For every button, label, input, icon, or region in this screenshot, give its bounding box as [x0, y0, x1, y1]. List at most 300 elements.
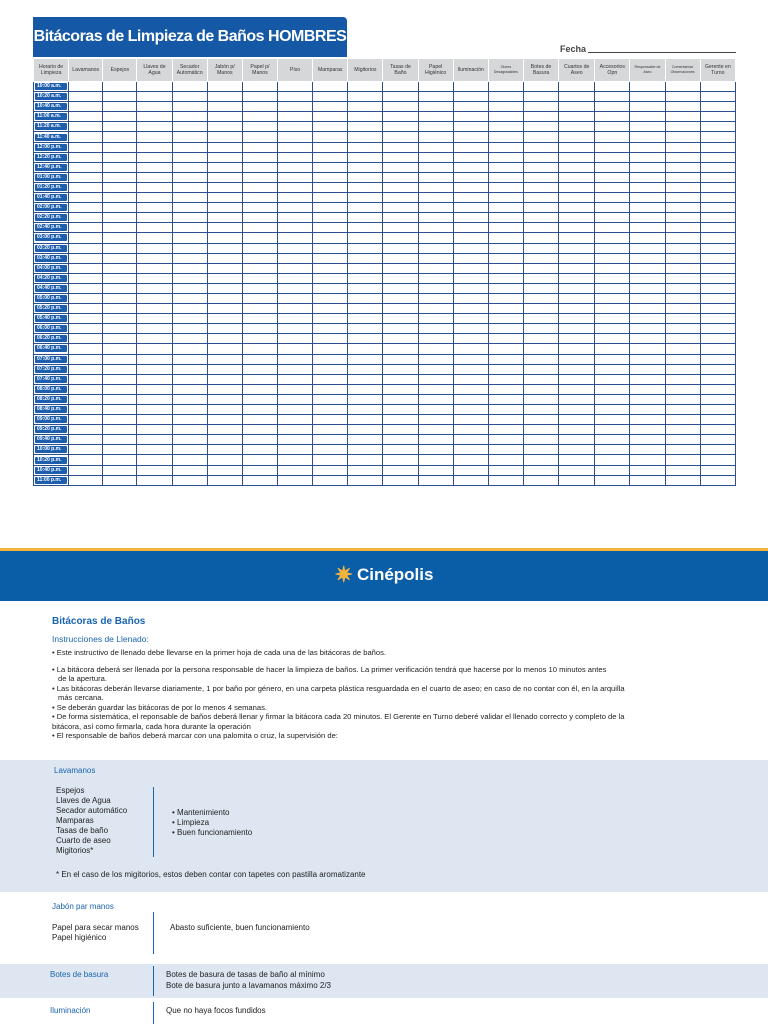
check-cell[interactable]: [313, 304, 348, 314]
check-cell[interactable]: [488, 253, 523, 263]
check-cell[interactable]: [348, 314, 383, 324]
check-cell[interactable]: [559, 344, 595, 354]
check-cell[interactable]: [348, 324, 383, 334]
check-cell[interactable]: [630, 465, 665, 475]
check-cell[interactable]: [630, 122, 665, 132]
check-cell[interactable]: [595, 374, 630, 384]
check-cell[interactable]: [418, 193, 453, 203]
check-cell[interactable]: [383, 223, 418, 233]
check-cell[interactable]: [700, 243, 735, 253]
check-cell[interactable]: [383, 213, 418, 223]
check-cell[interactable]: [488, 102, 523, 112]
check-cell[interactable]: [277, 102, 312, 112]
check-cell[interactable]: [418, 182, 453, 192]
check-cell[interactable]: [665, 223, 700, 233]
check-cell[interactable]: [69, 405, 103, 415]
check-cell[interactable]: [665, 193, 700, 203]
check-cell[interactable]: [207, 162, 242, 172]
check-cell[interactable]: [313, 324, 348, 334]
check-cell[interactable]: [277, 314, 312, 324]
check-cell[interactable]: [207, 354, 242, 364]
check-cell[interactable]: [559, 455, 595, 465]
check-cell[interactable]: [207, 394, 242, 404]
check-cell[interactable]: [137, 415, 172, 425]
check-cell[interactable]: [453, 142, 488, 152]
check-cell[interactable]: [488, 273, 523, 283]
check-cell[interactable]: [313, 314, 348, 324]
check-cell[interactable]: [242, 122, 277, 132]
check-cell[interactable]: [418, 132, 453, 142]
check-cell[interactable]: [418, 112, 453, 122]
check-cell[interactable]: [453, 172, 488, 182]
check-cell[interactable]: [665, 213, 700, 223]
check-cell[interactable]: [630, 112, 665, 122]
check-cell[interactable]: [172, 82, 207, 92]
check-cell[interactable]: [418, 364, 453, 374]
check-cell[interactable]: [418, 273, 453, 283]
check-cell[interactable]: [595, 405, 630, 415]
check-cell[interactable]: [523, 102, 558, 112]
check-cell[interactable]: [559, 112, 595, 122]
check-cell[interactable]: [69, 324, 103, 334]
check-cell[interactable]: [137, 344, 172, 354]
check-cell[interactable]: [348, 172, 383, 182]
check-cell[interactable]: [630, 364, 665, 374]
check-cell[interactable]: [383, 293, 418, 303]
check-cell[interactable]: [665, 92, 700, 102]
check-cell[interactable]: [348, 304, 383, 314]
check-cell[interactable]: [103, 445, 137, 455]
check-cell[interactable]: [559, 152, 595, 162]
check-cell[interactable]: [630, 283, 665, 293]
check-cell[interactable]: [595, 203, 630, 213]
check-cell[interactable]: [700, 182, 735, 192]
check-cell[interactable]: [523, 405, 558, 415]
check-cell[interactable]: [172, 344, 207, 354]
check-cell[interactable]: [69, 283, 103, 293]
check-cell[interactable]: [383, 435, 418, 445]
check-cell[interactable]: [559, 304, 595, 314]
check-cell[interactable]: [69, 374, 103, 384]
check-cell[interactable]: [313, 112, 348, 122]
check-cell[interactable]: [595, 263, 630, 273]
check-cell[interactable]: [103, 132, 137, 142]
check-cell[interactable]: [630, 293, 665, 303]
check-cell[interactable]: [172, 324, 207, 334]
check-cell[interactable]: [488, 405, 523, 415]
check-cell[interactable]: [488, 465, 523, 475]
check-cell[interactable]: [418, 415, 453, 425]
check-cell[interactable]: [383, 82, 418, 92]
check-cell[interactable]: [418, 435, 453, 445]
check-cell[interactable]: [242, 162, 277, 172]
check-cell[interactable]: [700, 92, 735, 102]
check-cell[interactable]: [348, 233, 383, 243]
check-cell[interactable]: [523, 172, 558, 182]
check-cell[interactable]: [559, 465, 595, 475]
check-cell[interactable]: [69, 82, 103, 92]
check-cell[interactable]: [523, 152, 558, 162]
check-cell[interactable]: [242, 475, 277, 485]
check-cell[interactable]: [595, 243, 630, 253]
check-cell[interactable]: [665, 112, 700, 122]
check-cell[interactable]: [103, 213, 137, 223]
check-cell[interactable]: [242, 213, 277, 223]
check-cell[interactable]: [418, 102, 453, 112]
check-cell[interactable]: [137, 425, 172, 435]
check-cell[interactable]: [277, 203, 312, 213]
check-cell[interactable]: [383, 203, 418, 213]
check-cell[interactable]: [313, 415, 348, 425]
check-cell[interactable]: [523, 253, 558, 263]
check-cell[interactable]: [103, 364, 137, 374]
check-cell[interactable]: [453, 334, 488, 344]
check-cell[interactable]: [559, 293, 595, 303]
check-cell[interactable]: [383, 283, 418, 293]
check-cell[interactable]: [488, 475, 523, 485]
check-cell[interactable]: [559, 314, 595, 324]
check-cell[interactable]: [665, 273, 700, 283]
check-cell[interactable]: [207, 374, 242, 384]
check-cell[interactable]: [242, 283, 277, 293]
check-cell[interactable]: [523, 364, 558, 374]
check-cell[interactable]: [383, 102, 418, 112]
check-cell[interactable]: [242, 415, 277, 425]
check-cell[interactable]: [700, 293, 735, 303]
check-cell[interactable]: [453, 314, 488, 324]
check-cell[interactable]: [103, 233, 137, 243]
check-cell[interactable]: [595, 455, 630, 465]
check-cell[interactable]: [595, 324, 630, 334]
check-cell[interactable]: [523, 263, 558, 273]
check-cell[interactable]: [137, 102, 172, 112]
check-cell[interactable]: [348, 283, 383, 293]
check-cell[interactable]: [665, 142, 700, 152]
check-cell[interactable]: [595, 223, 630, 233]
check-cell[interactable]: [488, 233, 523, 243]
check-cell[interactable]: [103, 172, 137, 182]
check-cell[interactable]: [207, 314, 242, 324]
check-cell[interactable]: [242, 233, 277, 243]
check-cell[interactable]: [313, 102, 348, 112]
check-cell[interactable]: [665, 384, 700, 394]
check-cell[interactable]: [348, 82, 383, 92]
check-cell[interactable]: [665, 455, 700, 465]
check-cell[interactable]: [277, 182, 312, 192]
check-cell[interactable]: [172, 92, 207, 102]
check-cell[interactable]: [207, 405, 242, 415]
check-cell[interactable]: [630, 182, 665, 192]
check-cell[interactable]: [172, 253, 207, 263]
check-cell[interactable]: [348, 132, 383, 142]
check-cell[interactable]: [488, 415, 523, 425]
check-cell[interactable]: [383, 475, 418, 485]
check-cell[interactable]: [559, 233, 595, 243]
check-cell[interactable]: [595, 304, 630, 314]
check-cell[interactable]: [313, 405, 348, 415]
check-cell[interactable]: [207, 193, 242, 203]
check-cell[interactable]: [207, 455, 242, 465]
check-cell[interactable]: [383, 142, 418, 152]
check-cell[interactable]: [207, 152, 242, 162]
check-cell[interactable]: [488, 334, 523, 344]
check-cell[interactable]: [348, 152, 383, 162]
check-cell[interactable]: [172, 394, 207, 404]
check-cell[interactable]: [313, 425, 348, 435]
check-cell[interactable]: [313, 182, 348, 192]
check-cell[interactable]: [137, 82, 172, 92]
check-cell[interactable]: [242, 253, 277, 263]
check-cell[interactable]: [103, 314, 137, 324]
check-cell[interactable]: [665, 374, 700, 384]
check-cell[interactable]: [103, 344, 137, 354]
check-cell[interactable]: [700, 324, 735, 334]
check-cell[interactable]: [172, 142, 207, 152]
check-cell[interactable]: [103, 193, 137, 203]
check-cell[interactable]: [172, 465, 207, 475]
check-cell[interactable]: [700, 152, 735, 162]
check-cell[interactable]: [523, 213, 558, 223]
check-cell[interactable]: [559, 203, 595, 213]
check-cell[interactable]: [137, 233, 172, 243]
check-cell[interactable]: [207, 364, 242, 374]
check-cell[interactable]: [453, 293, 488, 303]
check-cell[interactable]: [69, 394, 103, 404]
check-cell[interactable]: [277, 172, 312, 182]
check-cell[interactable]: [595, 425, 630, 435]
check-cell[interactable]: [103, 152, 137, 162]
check-cell[interactable]: [137, 223, 172, 233]
check-cell[interactable]: [69, 122, 103, 132]
check-cell[interactable]: [559, 415, 595, 425]
check-cell[interactable]: [69, 273, 103, 283]
check-cell[interactable]: [383, 354, 418, 364]
check-cell[interactable]: [348, 122, 383, 132]
check-cell[interactable]: [242, 273, 277, 283]
check-cell[interactable]: [69, 314, 103, 324]
check-cell[interactable]: [595, 142, 630, 152]
check-cell[interactable]: [700, 233, 735, 243]
check-cell[interactable]: [595, 112, 630, 122]
check-cell[interactable]: [523, 203, 558, 213]
check-cell[interactable]: [103, 324, 137, 334]
check-cell[interactable]: [69, 334, 103, 344]
check-cell[interactable]: [453, 283, 488, 293]
check-cell[interactable]: [595, 233, 630, 243]
check-cell[interactable]: [418, 314, 453, 324]
check-cell[interactable]: [103, 465, 137, 475]
check-cell[interactable]: [665, 435, 700, 445]
check-cell[interactable]: [277, 273, 312, 283]
check-cell[interactable]: [103, 122, 137, 132]
check-cell[interactable]: [383, 172, 418, 182]
check-cell[interactable]: [103, 293, 137, 303]
check-cell[interactable]: [242, 152, 277, 162]
check-cell[interactable]: [348, 344, 383, 354]
check-cell[interactable]: [137, 283, 172, 293]
check-cell[interactable]: [418, 405, 453, 415]
check-cell[interactable]: [630, 92, 665, 102]
check-cell[interactable]: [665, 182, 700, 192]
check-cell[interactable]: [418, 233, 453, 243]
check-cell[interactable]: [348, 334, 383, 344]
check-cell[interactable]: [700, 82, 735, 92]
check-cell[interactable]: [453, 112, 488, 122]
check-cell[interactable]: [103, 263, 137, 273]
check-cell[interactable]: [313, 394, 348, 404]
check-cell[interactable]: [700, 435, 735, 445]
check-cell[interactable]: [69, 445, 103, 455]
check-cell[interactable]: [277, 354, 312, 364]
check-cell[interactable]: [313, 435, 348, 445]
check-cell[interactable]: [277, 193, 312, 203]
check-cell[interactable]: [207, 344, 242, 354]
check-cell[interactable]: [383, 92, 418, 102]
check-cell[interactable]: [665, 405, 700, 415]
check-cell[interactable]: [242, 193, 277, 203]
check-cell[interactable]: [453, 82, 488, 92]
check-cell[interactable]: [523, 162, 558, 172]
check-cell[interactable]: [348, 92, 383, 102]
check-cell[interactable]: [523, 455, 558, 465]
check-cell[interactable]: [277, 405, 312, 415]
check-cell[interactable]: [242, 182, 277, 192]
check-cell[interactable]: [103, 425, 137, 435]
check-cell[interactable]: [313, 283, 348, 293]
check-cell[interactable]: [453, 102, 488, 112]
check-cell[interactable]: [207, 425, 242, 435]
check-cell[interactable]: [383, 112, 418, 122]
check-cell[interactable]: [453, 374, 488, 384]
check-cell[interactable]: [523, 445, 558, 455]
check-cell[interactable]: [700, 394, 735, 404]
check-cell[interactable]: [69, 344, 103, 354]
check-cell[interactable]: [665, 475, 700, 485]
check-cell[interactable]: [559, 283, 595, 293]
check-cell[interactable]: [418, 465, 453, 475]
check-cell[interactable]: [559, 394, 595, 404]
check-cell[interactable]: [383, 233, 418, 243]
check-cell[interactable]: [313, 364, 348, 374]
check-cell[interactable]: [559, 82, 595, 92]
check-cell[interactable]: [665, 354, 700, 364]
check-cell[interactable]: [103, 283, 137, 293]
check-cell[interactable]: [665, 263, 700, 273]
check-cell[interactable]: [453, 122, 488, 132]
check-cell[interactable]: [103, 384, 137, 394]
check-cell[interactable]: [665, 172, 700, 182]
check-cell[interactable]: [137, 354, 172, 364]
check-cell[interactable]: [242, 445, 277, 455]
check-cell[interactable]: [242, 314, 277, 324]
check-cell[interactable]: [488, 152, 523, 162]
check-cell[interactable]: [488, 394, 523, 404]
check-cell[interactable]: [172, 213, 207, 223]
fecha-field[interactable]: [588, 52, 736, 53]
check-cell[interactable]: [453, 465, 488, 475]
check-cell[interactable]: [69, 455, 103, 465]
check-cell[interactable]: [69, 162, 103, 172]
check-cell[interactable]: [277, 475, 312, 485]
check-cell[interactable]: [700, 193, 735, 203]
check-cell[interactable]: [523, 182, 558, 192]
check-cell[interactable]: [559, 273, 595, 283]
check-cell[interactable]: [595, 92, 630, 102]
check-cell[interactable]: [488, 92, 523, 102]
check-cell[interactable]: [277, 283, 312, 293]
check-cell[interactable]: [418, 324, 453, 334]
check-cell[interactable]: [488, 314, 523, 324]
check-cell[interactable]: [137, 162, 172, 172]
check-cell[interactable]: [383, 465, 418, 475]
check-cell[interactable]: [595, 384, 630, 394]
check-cell[interactable]: [242, 263, 277, 273]
check-cell[interactable]: [700, 334, 735, 344]
check-cell[interactable]: [103, 102, 137, 112]
check-cell[interactable]: [69, 213, 103, 223]
check-cell[interactable]: [488, 324, 523, 334]
check-cell[interactable]: [103, 253, 137, 263]
check-cell[interactable]: [559, 102, 595, 112]
check-cell[interactable]: [700, 364, 735, 374]
check-cell[interactable]: [348, 112, 383, 122]
check-cell[interactable]: [69, 182, 103, 192]
check-cell[interactable]: [418, 394, 453, 404]
check-cell[interactable]: [348, 465, 383, 475]
check-cell[interactable]: [313, 273, 348, 283]
check-cell[interactable]: [207, 223, 242, 233]
check-cell[interactable]: [277, 374, 312, 384]
check-cell[interactable]: [418, 425, 453, 435]
check-cell[interactable]: [418, 263, 453, 273]
check-cell[interactable]: [313, 203, 348, 213]
check-cell[interactable]: [103, 435, 137, 445]
check-cell[interactable]: [630, 193, 665, 203]
check-cell[interactable]: [559, 223, 595, 233]
check-cell[interactable]: [700, 213, 735, 223]
check-cell[interactable]: [172, 475, 207, 485]
check-cell[interactable]: [277, 465, 312, 475]
check-cell[interactable]: [418, 354, 453, 364]
check-cell[interactable]: [242, 344, 277, 354]
check-cell[interactable]: [630, 82, 665, 92]
check-cell[interactable]: [172, 374, 207, 384]
check-cell[interactable]: [665, 233, 700, 243]
check-cell[interactable]: [172, 112, 207, 122]
check-cell[interactable]: [69, 172, 103, 182]
check-cell[interactable]: [488, 304, 523, 314]
check-cell[interactable]: [700, 384, 735, 394]
check-cell[interactable]: [207, 92, 242, 102]
check-cell[interactable]: [630, 455, 665, 465]
check-cell[interactable]: [523, 243, 558, 253]
check-cell[interactable]: [630, 405, 665, 415]
check-cell[interactable]: [665, 394, 700, 404]
check-cell[interactable]: [453, 405, 488, 415]
check-cell[interactable]: [630, 384, 665, 394]
check-cell[interactable]: [277, 213, 312, 223]
check-cell[interactable]: [348, 415, 383, 425]
check-cell[interactable]: [383, 122, 418, 132]
check-cell[interactable]: [348, 475, 383, 485]
check-cell[interactable]: [700, 374, 735, 384]
check-cell[interactable]: [665, 243, 700, 253]
check-cell[interactable]: [348, 374, 383, 384]
check-cell[interactable]: [277, 132, 312, 142]
check-cell[interactable]: [242, 92, 277, 102]
check-cell[interactable]: [453, 394, 488, 404]
check-cell[interactable]: [559, 162, 595, 172]
